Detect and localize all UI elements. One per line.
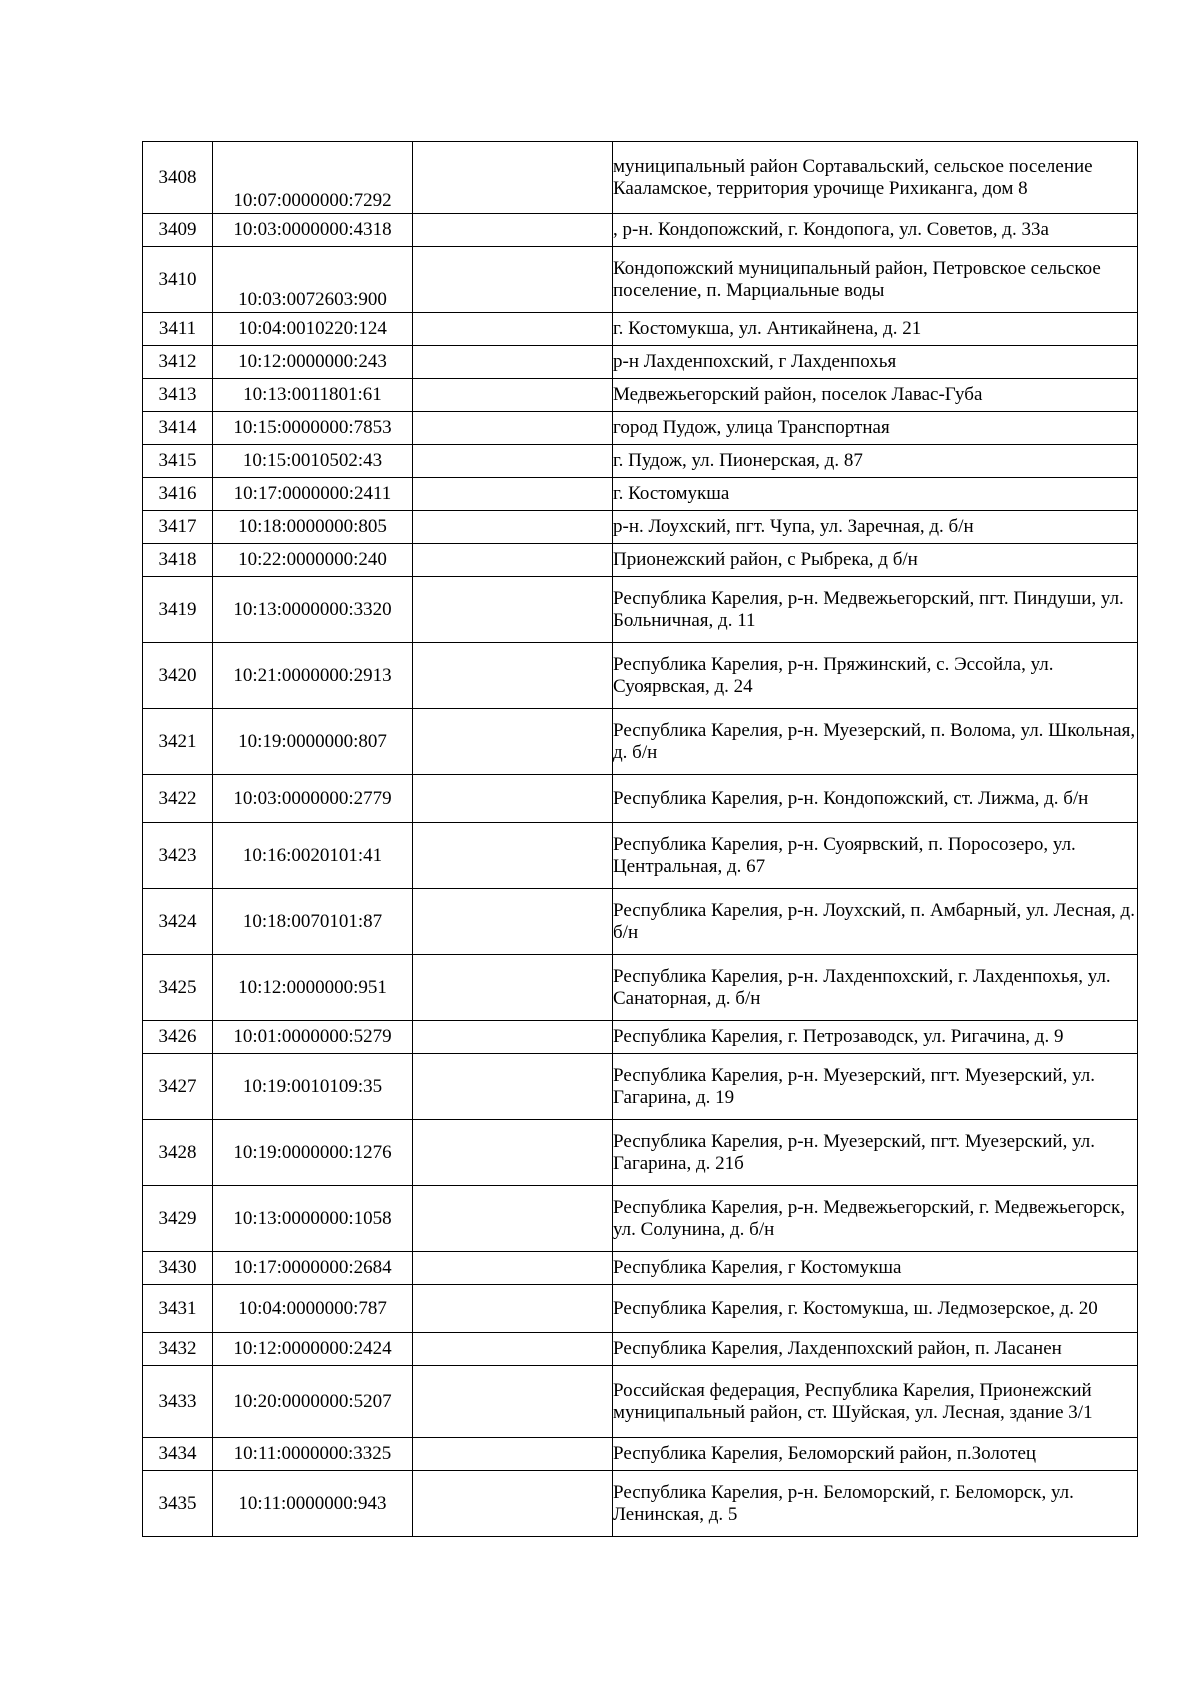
address: г. Пудож, ул. Пионерская, д. 87 <box>613 445 1138 478</box>
record-number: 3435 <box>143 1471 213 1537</box>
table-row <box>143 709 1138 775</box>
cadastral-number: 10:03:0000000:4318 <box>213 214 413 247</box>
table-row <box>143 544 1138 577</box>
record-number: 3425 <box>143 955 213 1021</box>
table-row <box>143 1333 1138 1366</box>
record-number: 3415 <box>143 445 213 478</box>
address: Республика Карелия, Лахденпохский район, п. Ласанен <box>613 1333 1138 1366</box>
empty-cell <box>413 379 613 412</box>
cadastral-number: 10:13:0000000:1058 <box>213 1186 413 1252</box>
table-row <box>143 313 1138 346</box>
empty-cell <box>413 709 613 775</box>
record-number: 3420 <box>143 643 213 709</box>
address: Медвежьегорский район, поселок Лавас-Губа <box>613 379 1138 412</box>
cadastral-number: 10:19:0010109:35 <box>213 1054 413 1120</box>
address: Республика Карелия, р-н. Муезерский, пгт. Муезерский, ул. Гагарина, д. 19 <box>613 1054 1138 1120</box>
empty-cell <box>413 889 613 955</box>
address: , р-н. Кондопожский, г. Кондопога, ул. Советов, д. 33а <box>613 214 1138 247</box>
empty-cell <box>413 955 613 1021</box>
cadastral-number: 10:13:0000000:3320 <box>213 577 413 643</box>
empty-cell <box>413 1021 613 1054</box>
table-row <box>143 1438 1138 1471</box>
cadastral-number: 10:03:0072603:900 <box>213 247 413 313</box>
address: Республика Карелия, р-н. Муезерский, п. Волома, ул. Школьная, д. б/н <box>613 709 1138 775</box>
empty-cell <box>413 1285 613 1333</box>
empty-cell <box>413 478 613 511</box>
empty-cell <box>413 247 613 313</box>
cadastral-number: 10:20:0000000:5207 <box>213 1366 413 1438</box>
cadastral-number: 10:15:0000000:7853 <box>213 412 413 445</box>
address: Республика Карелия, Беломорский район, п.Золотец <box>613 1438 1138 1471</box>
empty-cell <box>413 1333 613 1366</box>
empty-cell <box>413 1252 613 1285</box>
empty-cell <box>413 445 613 478</box>
record-number: 3414 <box>143 412 213 445</box>
empty-cell <box>413 1366 613 1438</box>
record-number: 3417 <box>143 511 213 544</box>
empty-cell <box>413 412 613 445</box>
cadastral-number: 10:15:0010502:43 <box>213 445 413 478</box>
record-number: 3408 <box>143 142 213 214</box>
address: Республика Карелия, р-н. Медвежьегорский, г. Медвежьегорск, ул. Солунина, д. б/н <box>613 1186 1138 1252</box>
cadastral-number: 10:01:0000000:5279 <box>213 1021 413 1054</box>
address: Республика Карелия, р-н. Медвежьегорский, пгт. Пиндуши, ул. Больничная, д. 11 <box>613 577 1138 643</box>
empty-cell <box>413 823 613 889</box>
address: муниципальный район Сортавальский, сельское поселение Кааламское, территория урочище Рихиканга, дом 8 <box>613 142 1138 214</box>
address: р-н. Лоухский, пгт. Чупа, ул. Заречная, д. б/н <box>613 511 1138 544</box>
record-number: 3423 <box>143 823 213 889</box>
table-row <box>143 955 1138 1021</box>
cadastral-number: 10:12:0000000:951 <box>213 955 413 1021</box>
record-number: 3412 <box>143 346 213 379</box>
record-number: 3413 <box>143 379 213 412</box>
empty-cell <box>413 1471 613 1537</box>
cadastral-number: 10:07:0000000:7292 <box>213 142 413 214</box>
table-row <box>143 247 1138 313</box>
empty-cell <box>413 313 613 346</box>
table-row <box>143 1054 1138 1120</box>
record-number: 3409 <box>143 214 213 247</box>
table-row <box>143 1285 1138 1333</box>
table-row <box>143 775 1138 823</box>
address: Российская федерация, Республика Карелия, Прионежский муниципальный район, ст. Шуйская, ул. Лесная, здание 3/1 <box>613 1366 1138 1438</box>
cadastral-number: 10:13:0011801:61 <box>213 379 413 412</box>
empty-cell <box>413 511 613 544</box>
record-number: 3421 <box>143 709 213 775</box>
empty-cell <box>413 1438 613 1471</box>
cadastral-number: 10:03:0000000:2779 <box>213 775 413 823</box>
table-row <box>143 1186 1138 1252</box>
cadastral-number: 10:22:0000000:240 <box>213 544 413 577</box>
cadastral-number: 10:04:0000000:787 <box>213 1285 413 1333</box>
empty-cell <box>413 1186 613 1252</box>
cadastral-number: 10:04:0010220:124 <box>213 313 413 346</box>
empty-cell <box>413 643 613 709</box>
table-row <box>143 478 1138 511</box>
address: Республика Карелия, р-н. Беломорский, г. Беломорск, ул. Ленинская, д. 5 <box>613 1471 1138 1537</box>
empty-cell <box>413 1120 613 1186</box>
cadastral-number: 10:19:0000000:1276 <box>213 1120 413 1186</box>
empty-cell <box>413 577 613 643</box>
cadastral-number: 10:18:0070101:87 <box>213 889 413 955</box>
table-row <box>143 379 1138 412</box>
address: Прионежский район, с Рыбрека, д б/н <box>613 544 1138 577</box>
table-row <box>143 214 1138 247</box>
address: Республика Карелия, р-н. Лахденпохский, г. Лахденпохья, ул. Санаторная, д. б/н <box>613 955 1138 1021</box>
table-row <box>143 511 1138 544</box>
table-row <box>143 346 1138 379</box>
address: Республика Карелия, р-н. Муезерский, пгт. Муезерский, ул. Гагарина, д. 21б <box>613 1120 1138 1186</box>
table-row <box>143 1252 1138 1285</box>
record-number: 3422 <box>143 775 213 823</box>
address: Республика Карелия, г. Петрозаводск, ул. Ригачина, д. 9 <box>613 1021 1138 1054</box>
table-row <box>143 1471 1138 1537</box>
table-row <box>143 1366 1138 1438</box>
address: г. Костомукша, ул. Антикайнена, д. 21 <box>613 313 1138 346</box>
address: Республика Карелия, р-н. Кондопожский, ст. Лижма, д. б/н <box>613 775 1138 823</box>
cadastral-number: 10:12:0000000:2424 <box>213 1333 413 1366</box>
empty-cell <box>413 544 613 577</box>
table-row <box>143 1120 1138 1186</box>
record-number: 3427 <box>143 1054 213 1120</box>
empty-cell <box>413 1054 613 1120</box>
record-number: 3419 <box>143 577 213 643</box>
cadastral-number: 10:17:0000000:2411 <box>213 478 413 511</box>
table-row <box>143 412 1138 445</box>
table-row <box>143 142 1138 214</box>
empty-cell <box>413 346 613 379</box>
cadastral-number: 10:16:0020101:41 <box>213 823 413 889</box>
cadastral-number: 10:17:0000000:2684 <box>213 1252 413 1285</box>
record-number: 3430 <box>143 1252 213 1285</box>
table-row <box>143 643 1138 709</box>
record-number: 3418 <box>143 544 213 577</box>
cadastral-number: 10:21:0000000:2913 <box>213 643 413 709</box>
record-number: 3410 <box>143 247 213 313</box>
address: город Пудож, улица Транспортная <box>613 412 1138 445</box>
record-number: 3428 <box>143 1120 213 1186</box>
empty-cell <box>413 214 613 247</box>
table-row <box>143 1021 1138 1054</box>
address: Республика Карелия, г. Костомукша, ш. Ледмозерское, д. 20 <box>613 1285 1138 1333</box>
record-number: 3429 <box>143 1186 213 1252</box>
address: г. Костомукша <box>613 478 1138 511</box>
register-table-body <box>143 142 1138 1537</box>
register-table <box>142 141 1138 1537</box>
table-row <box>143 577 1138 643</box>
address: Республика Карелия, г Костомукша <box>613 1252 1138 1285</box>
address: р-н Лахденпохский, г Лахденпохья <box>613 346 1138 379</box>
record-number: 3433 <box>143 1366 213 1438</box>
empty-cell <box>413 775 613 823</box>
address: Кондопожский муниципальный район, Петровское сельское поселение, п. Марциальные воды <box>613 247 1138 313</box>
cadastral-number: 10:12:0000000:243 <box>213 346 413 379</box>
record-number: 3426 <box>143 1021 213 1054</box>
cadastral-number: 10:18:0000000:805 <box>213 511 413 544</box>
record-number: 3411 <box>143 313 213 346</box>
address: Республика Карелия, р-н. Пряжинский, с. Эссойла, ул. Суоярвская, д. 24 <box>613 643 1138 709</box>
record-number: 3432 <box>143 1333 213 1366</box>
table-row <box>143 445 1138 478</box>
record-number: 3431 <box>143 1285 213 1333</box>
cadastral-number: 10:19:0000000:807 <box>213 709 413 775</box>
record-number: 3424 <box>143 889 213 955</box>
cadastral-number: 10:11:0000000:3325 <box>213 1438 413 1471</box>
table-row <box>143 823 1138 889</box>
cadastral-number: 10:11:0000000:943 <box>213 1471 413 1537</box>
address: Республика Карелия, р-н. Лоухский, п. Амбарный, ул. Лесная, д. б/н <box>613 889 1138 955</box>
record-number: 3434 <box>143 1438 213 1471</box>
record-number: 3416 <box>143 478 213 511</box>
table-row <box>143 889 1138 955</box>
address: Республика Карелия, р-н. Суоярвский, п. Поросозеро, ул. Центральная, д. 67 <box>613 823 1138 889</box>
empty-cell <box>413 142 613 214</box>
